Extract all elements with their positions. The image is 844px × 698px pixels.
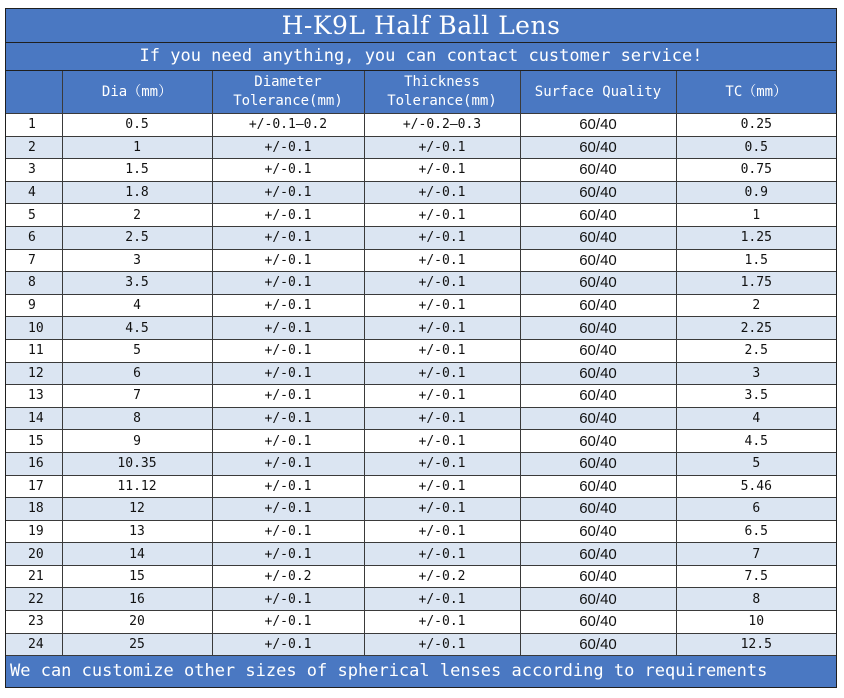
table-row: [6, 543, 836, 566]
cell-tc: 1.5: [676, 249, 836, 272]
cell-tc: 8: [676, 588, 836, 611]
cell-thickness-tolerance: +/-0.1: [364, 249, 520, 272]
cell-dia: 1: [62, 136, 212, 159]
cell-tc: 0.9: [676, 181, 836, 204]
cell-index: 5: [6, 204, 62, 227]
cell-index: 22: [6, 588, 62, 611]
cell-index: 7: [6, 249, 62, 272]
cell-dia: 9: [62, 430, 212, 453]
cell-dia: 10.35: [62, 452, 212, 475]
cell-diameter-tolerance: +/-0.1: [212, 317, 364, 340]
cell-diameter-tolerance: +/-0.1: [212, 249, 364, 272]
cell-thickness-tolerance: +/-0.1: [364, 611, 520, 634]
cell-diameter-tolerance: +/-0.1: [212, 407, 364, 430]
table-row: [6, 475, 836, 498]
table-row: [6, 272, 836, 295]
cell-dia: 20: [62, 611, 212, 634]
cell-surface-quality: 60/40: [520, 136, 676, 159]
header-dia-label: Dia（mm）: [101, 83, 173, 100]
cell-index: 12: [6, 362, 62, 385]
cell-tc: 12.5: [676, 633, 836, 656]
cell-index: 24: [6, 633, 62, 656]
cell-dia: 7: [62, 385, 212, 408]
cell-diameter-tolerance: +/-0.1: [212, 452, 364, 475]
header-dia: [62, 71, 212, 114]
cell-surface-quality: 60/40: [520, 407, 676, 430]
table-row: [6, 136, 836, 159]
table-row: [6, 181, 836, 204]
cell-surface-quality: 60/40: [520, 159, 676, 182]
cell-thickness-tolerance: +/-0.1: [364, 407, 520, 430]
cell-dia: 2.5: [62, 226, 212, 249]
cell-diameter-tolerance: +/-0.1: [212, 588, 364, 611]
cell-thickness-tolerance: +/-0.1: [364, 543, 520, 566]
cell-tc: 2.5: [676, 339, 836, 362]
cell-index: 6: [6, 226, 62, 249]
cell-tc: 3.5: [676, 385, 836, 408]
table-row: [6, 633, 836, 656]
cell-index: 20: [6, 543, 62, 566]
header-tc-label: TC（mm）: [725, 83, 788, 100]
cell-tc: 2: [676, 294, 836, 317]
cell-index: 10: [6, 317, 62, 340]
cell-surface-quality: 60/40: [520, 475, 676, 498]
cell-tc: 1.75: [676, 272, 836, 295]
cell-surface-quality: 60/40: [520, 226, 676, 249]
cell-thickness-tolerance: +/-0.1: [364, 362, 520, 385]
cell-thickness-tolerance: +/-0.1: [364, 520, 520, 543]
cell-surface-quality: 60/40: [520, 588, 676, 611]
cell-surface-quality: 60/40: [520, 362, 676, 385]
cell-diameter-tolerance: +/-0.1: [212, 475, 364, 498]
header-thickness-tolerance-line1: Thickness: [404, 74, 480, 90]
cell-dia: 4.5: [62, 317, 212, 340]
cell-thickness-tolerance: +/-0.1: [364, 498, 520, 521]
header-surface-quality: [520, 71, 676, 114]
cell-surface-quality: 60/40: [520, 385, 676, 408]
header-index: [6, 71, 62, 114]
cell-thickness-tolerance: +/-0.2—0.3: [364, 114, 520, 137]
cell-surface-quality: 60/40: [520, 339, 676, 362]
cell-thickness-tolerance: +/-0.1: [364, 430, 520, 453]
cell-tc: 2.25: [676, 317, 836, 340]
cell-index: 13: [6, 385, 62, 408]
cell-dia: 16: [62, 588, 212, 611]
cell-surface-quality: 60/40: [520, 452, 676, 475]
cell-thickness-tolerance: +/-0.1: [364, 294, 520, 317]
cell-index: 15: [6, 430, 62, 453]
cell-tc: 6.5: [676, 520, 836, 543]
spec-sheet: [5, 8, 837, 688]
sheet-footer: We can customize other sizes of spherical lenses according to requirements: [6, 656, 836, 687]
cell-diameter-tolerance: +/-0.1: [212, 294, 364, 317]
table-row: [6, 294, 836, 317]
header-thickness-tolerance-line2: Tolerance(mm): [387, 93, 497, 109]
cell-tc: 7: [676, 543, 836, 566]
cell-surface-quality: 60/40: [520, 249, 676, 272]
table-row: [6, 452, 836, 475]
cell-surface-quality: 60/40: [520, 294, 676, 317]
spec-table: [6, 71, 836, 656]
cell-thickness-tolerance: +/-0.1: [364, 633, 520, 656]
table-row: [6, 339, 836, 362]
cell-index: 18: [6, 498, 62, 521]
table-row: [6, 430, 836, 453]
cell-surface-quality: 60/40: [520, 565, 676, 588]
table-row: [6, 385, 836, 408]
cell-tc: 7.5: [676, 565, 836, 588]
cell-surface-quality: 60/40: [520, 633, 676, 656]
cell-dia: 5: [62, 339, 212, 362]
cell-index: 8: [6, 272, 62, 295]
cell-thickness-tolerance: +/-0.1: [364, 204, 520, 227]
cell-dia: 6: [62, 362, 212, 385]
cell-thickness-tolerance: +/-0.1: [364, 272, 520, 295]
cell-surface-quality: 60/40: [520, 520, 676, 543]
cell-index: 11: [6, 339, 62, 362]
table-row: [6, 226, 836, 249]
cell-index: 19: [6, 520, 62, 543]
cell-thickness-tolerance: +/-0.1: [364, 588, 520, 611]
table-row: [6, 204, 836, 227]
cell-thickness-tolerance: +/-0.1: [364, 475, 520, 498]
cell-dia: 3.5: [62, 272, 212, 295]
table-row: [6, 588, 836, 611]
cell-dia: 15: [62, 565, 212, 588]
cell-surface-quality: 60/40: [520, 272, 676, 295]
cell-thickness-tolerance: +/-0.1: [364, 452, 520, 475]
table-row: [6, 114, 836, 137]
cell-tc: 3: [676, 362, 836, 385]
cell-dia: 1.5: [62, 159, 212, 182]
cell-thickness-tolerance: +/-0.1: [364, 136, 520, 159]
table-row: [6, 565, 836, 588]
table-row: [6, 520, 836, 543]
sheet-title: H-K9L Half Ball Lens: [6, 9, 836, 43]
table-header-row: [6, 71, 836, 114]
cell-tc: 0.75: [676, 159, 836, 182]
cell-diameter-tolerance: +/-0.1: [212, 385, 364, 408]
cell-tc: 1.25: [676, 226, 836, 249]
table-row: [6, 317, 836, 340]
cell-dia: 3: [62, 249, 212, 272]
cell-dia: 8: [62, 407, 212, 430]
cell-dia: 0.5: [62, 114, 212, 137]
table-body: [6, 114, 836, 656]
sheet-subtitle: If you need anything, you can contact customer service!: [6, 43, 836, 71]
cell-index: 9: [6, 294, 62, 317]
cell-surface-quality: 60/40: [520, 181, 676, 204]
table-row: [6, 249, 836, 272]
cell-index: 14: [6, 407, 62, 430]
table-row: [6, 362, 836, 385]
cell-tc: 10: [676, 611, 836, 634]
cell-index: 23: [6, 611, 62, 634]
cell-index: 3: [6, 159, 62, 182]
table-row: [6, 407, 836, 430]
cell-diameter-tolerance: +/-0.1: [212, 204, 364, 227]
cell-diameter-tolerance: +/-0.1: [212, 159, 364, 182]
cell-thickness-tolerance: +/-0.2: [364, 565, 520, 588]
cell-surface-quality: 60/40: [520, 498, 676, 521]
cell-surface-quality: 60/40: [520, 543, 676, 566]
cell-surface-quality: 60/40: [520, 611, 676, 634]
cell-tc: 5.46: [676, 475, 836, 498]
cell-diameter-tolerance: +/-0.1: [212, 633, 364, 656]
table-row: [6, 498, 836, 521]
cell-thickness-tolerance: +/-0.1: [364, 317, 520, 340]
cell-tc: 1: [676, 204, 836, 227]
cell-diameter-tolerance: +/-0.1: [212, 498, 364, 521]
cell-diameter-tolerance: +/-0.1—0.2: [212, 114, 364, 137]
cell-dia: 1.8: [62, 181, 212, 204]
cell-dia: 11.12: [62, 475, 212, 498]
cell-diameter-tolerance: +/-0.1: [212, 362, 364, 385]
cell-tc: 5: [676, 452, 836, 475]
table-row: [6, 611, 836, 634]
cell-thickness-tolerance: +/-0.1: [364, 226, 520, 249]
cell-surface-quality: 60/40: [520, 204, 676, 227]
header-diameter-tolerance-line2: Tolerance(mm): [233, 93, 343, 109]
cell-thickness-tolerance: +/-0.1: [364, 181, 520, 204]
cell-tc: 0.5: [676, 136, 836, 159]
cell-surface-quality: 60/40: [520, 114, 676, 137]
cell-dia: 2: [62, 204, 212, 227]
header-thickness-tolerance: [364, 71, 520, 114]
cell-tc: 4.5: [676, 430, 836, 453]
cell-dia: 4: [62, 294, 212, 317]
cell-index: 1: [6, 114, 62, 137]
cell-surface-quality: 60/40: [520, 317, 676, 340]
cell-surface-quality: 60/40: [520, 430, 676, 453]
cell-index: 2: [6, 136, 62, 159]
cell-tc: 4: [676, 407, 836, 430]
header-diameter-tolerance-line1: Diameter: [254, 74, 322, 90]
cell-index: 21: [6, 565, 62, 588]
cell-diameter-tolerance: +/-0.1: [212, 430, 364, 453]
header-surface-quality-label: Surface Quality: [534, 83, 662, 100]
cell-thickness-tolerance: +/-0.1: [364, 159, 520, 182]
cell-tc: 0.25: [676, 114, 836, 137]
cell-diameter-tolerance: +/-0.1: [212, 226, 364, 249]
header-diameter-tolerance: [212, 71, 364, 114]
cell-dia: 25: [62, 633, 212, 656]
cell-diameter-tolerance: +/-0.1: [212, 543, 364, 566]
cell-thickness-tolerance: +/-0.1: [364, 339, 520, 362]
cell-diameter-tolerance: +/-0.1: [212, 136, 364, 159]
cell-dia: 14: [62, 543, 212, 566]
cell-diameter-tolerance: +/-0.1: [212, 272, 364, 295]
cell-diameter-tolerance: +/-0.1: [212, 181, 364, 204]
table-row: [6, 159, 836, 182]
cell-index: 17: [6, 475, 62, 498]
cell-diameter-tolerance: +/-0.2: [212, 565, 364, 588]
cell-diameter-tolerance: +/-0.1: [212, 520, 364, 543]
cell-dia: 12: [62, 498, 212, 521]
cell-diameter-tolerance: +/-0.1: [212, 611, 364, 634]
cell-diameter-tolerance: +/-0.1: [212, 339, 364, 362]
cell-dia: 13: [62, 520, 212, 543]
cell-index: 4: [6, 181, 62, 204]
cell-tc: 6: [676, 498, 836, 521]
header-tc: [676, 71, 836, 114]
cell-index: 16: [6, 452, 62, 475]
cell-thickness-tolerance: +/-0.1: [364, 385, 520, 408]
